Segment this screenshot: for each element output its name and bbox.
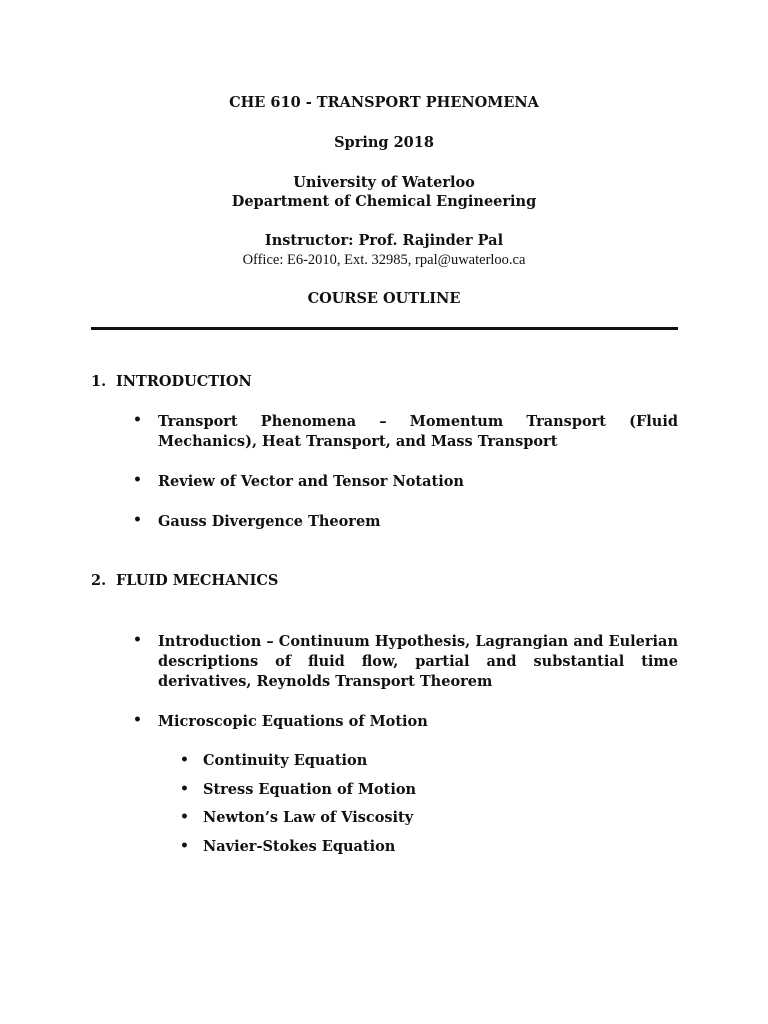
bullet-icon: • [133, 632, 142, 648]
term: Spring 2018 [334, 134, 434, 151]
sub-list-item-text: Newton’s Law of Viscosity [203, 809, 414, 826]
university-name: University of Waterloo [293, 174, 475, 191]
section-title: INTRODUCTION [116, 373, 252, 390]
list-item [133, 712, 678, 732]
sub-list-item [180, 809, 413, 826]
list-item-text: Microscopic Equations of Motion [158, 713, 428, 730]
list-item [133, 412, 678, 452]
list-item-text: Transport Phenomena – Momentum Transport (Fluid Mechanics), Heat Transport, and Mass Transport [158, 413, 678, 450]
section-title: FLUID MECHANICS [116, 572, 279, 589]
sub-list-item [180, 752, 367, 769]
course-title: CHE 610 - TRANSPORT PHENOMENA [229, 94, 539, 111]
bullet-icon: • [133, 472, 142, 488]
instructor-line: Instructor: Prof. Rajinder Pal [264, 232, 504, 249]
bullet-icon: • [180, 838, 189, 854]
sub-list-item-text: Stress Equation of Motion [203, 781, 417, 798]
list-item-text: Review of Vector and Tensor Notation [158, 473, 464, 490]
list-item-text: Introduction – Continuum Hypothesis, Lagrangian and Eulerian descriptions of fluid flow, partial and substantial time derivatives, Reynolds Transport Theorem [158, 633, 678, 690]
office-contact: Office: E6-2010, Ext. 32985, rpal@uwaterloo.ca [242, 252, 526, 268]
section-number: 2. [91, 572, 107, 589]
bullet-icon: • [180, 809, 189, 825]
sub-list-item-text: Navier-Stokes Equation [203, 838, 396, 855]
list-item [133, 512, 678, 532]
outline-title: COURSE OUTLINE [307, 290, 461, 307]
department-name: Department of Chemical Engineering [231, 193, 537, 210]
bullet-icon: • [180, 781, 189, 797]
bullet-icon: • [133, 712, 142, 728]
sub-list-item [180, 781, 416, 798]
sub-list-item-text: Continuity Equation [203, 752, 368, 769]
section-heading-fluid-mechanics [91, 572, 278, 589]
header-divider [91, 327, 678, 330]
bullet-icon: • [180, 752, 189, 768]
list-item [133, 472, 678, 492]
bullet-icon: • [133, 412, 142, 428]
sub-list-item [180, 838, 395, 855]
section-heading-introduction [91, 373, 252, 390]
list-item [133, 632, 678, 692]
list-item-text: Gauss Divergence Theorem [158, 513, 381, 530]
section-number: 1. [91, 373, 107, 390]
bullet-icon: • [133, 512, 142, 528]
